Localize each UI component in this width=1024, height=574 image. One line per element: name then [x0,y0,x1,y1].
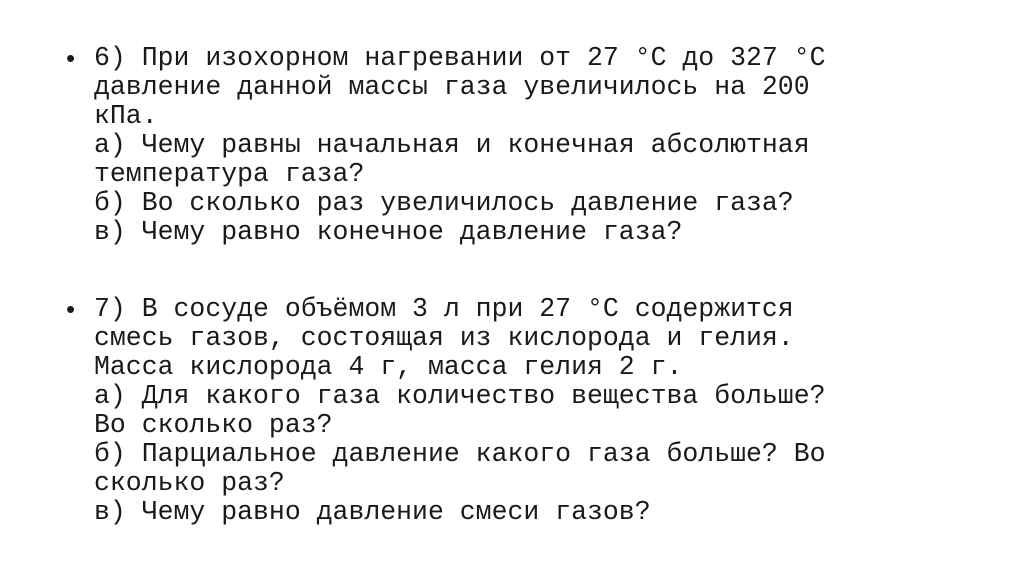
problem-6-line: температура газа? [94,159,365,189]
problem-7-line: б) Парциальное давление какого газа больше? Во [94,439,826,469]
problem-6-line: кПа. [94,101,158,131]
problem-7-line: Масса кислорода 4 г, масса гелия 2 г. [94,352,683,382]
bullet-icon: • [66,43,76,73]
problem-6-line: в) Чему равно конечное давление газа? [94,217,683,247]
problem-6-line: а) Чему равны начальная и конечная абсолютная [94,130,810,160]
problem-6-line: б) Во сколько раз увеличилось давление газа? [94,188,794,218]
problem-7-text [94,295,964,527]
problem-7-line: 7) В сосуде объёмом 3 л при 27 °C содержится [94,294,794,324]
problem-7-line: а) Для какого газа количество вещества больше? [94,381,826,411]
problem-7-line: Во сколько раз? [94,410,333,440]
problem-6-text [94,44,964,247]
problem-6-line: 6) При изохорном нагревании от 27 °C до 327 °C [94,43,826,73]
problem-7-line: сколько раз? [94,468,285,498]
bullet-icon: • [66,294,76,324]
problem-7-line: в) Чему равно давление смеси газов? [94,497,651,527]
problem-6-line: давление данной массы газа увеличилось на 200 [94,72,810,102]
problem-7-line: смесь газов, состоящая из кислорода и гелия. [94,323,794,353]
